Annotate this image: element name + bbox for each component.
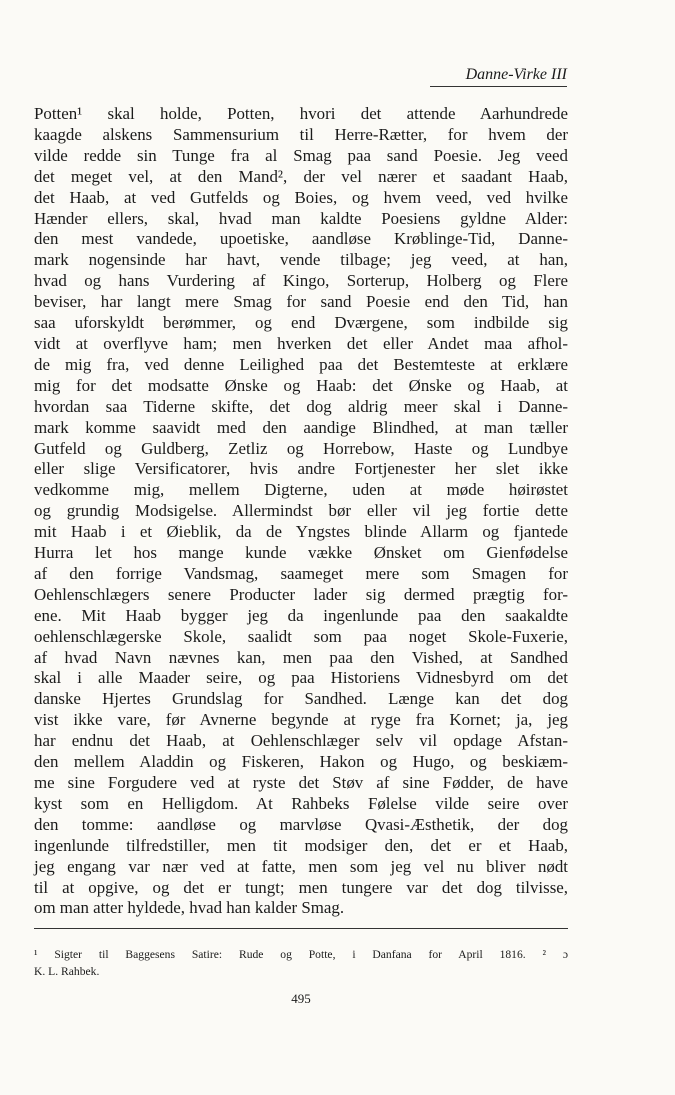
text-line: af den forrige Vandsmag, saameget mere som Smagen for — [34, 563, 568, 583]
footnote-line: ¹ Sigter til Baggesens Satire: Rude og Potte, i Danfana for April 1816. ² ɔ — [34, 948, 568, 961]
text-line: mark nogensinde har havt, vende tilbage; jeg veed, at han, — [34, 250, 568, 270]
text-line: ingenlunde tilfredstiller, men tit modsiger den, det er et Haab, — [34, 835, 568, 855]
text-line: mark komme saavidt med den aandige Blindhed, at man tæller — [34, 417, 568, 437]
footnotes — [34, 946, 568, 980]
text-line: vedkomme mig, mellem Digterne, uden at møde høirøstet — [34, 480, 568, 500]
running-head: Danne-Virke III — [430, 66, 567, 87]
page-number: 495 — [291, 991, 311, 1006]
body-text — [34, 104, 568, 919]
text-line: me sine Forgudere ved at ryste det Støv af sine Fødder, de have — [34, 773, 568, 792]
text-line: om man atter hyldede, hvad han kalder Smag. — [34, 898, 345, 918]
text-line: saa uforskyldt berømmer, og end Dværgene, som indbilde sig — [34, 313, 568, 333]
text-line: af hvad Navn nævnes kan, men paa den Vished, at Sandhed — [34, 647, 568, 667]
text-line: hvad og hans Vurdering af Kingo, Sorterup, Holberg og Flere — [34, 271, 568, 291]
text-line: har endnu det Haab, at Oehlenschlæger selv vil opdage Afstan- — [34, 731, 568, 751]
text-line: vidt at overflyve ham; men hverken det eller Andet maa afhol- — [34, 333, 568, 353]
text-line: Hænder ellers, skal, hvad man kaldte Poesiens gyldne Alder: — [34, 208, 568, 228]
text-line: Hurra let hos mange kunde vække Ønsket om Gienfødelse — [34, 543, 568, 563]
text-line: skal i alle Maader seire, og paa Historiens Vidnesbyrd om det — [34, 668, 568, 688]
text-line: oehlenschlægerske Skole, saalidt som paa noget Skole-Fuxerie, — [34, 626, 568, 646]
text-line: ene. Mit Haab bygger jeg da ingenlunde paa den saakaldte — [34, 605, 568, 625]
text-line: mig for det modsatte Ønske og Haab: det Ønske og Haab, at — [34, 375, 568, 395]
text-line: det Haab, at ved Gutfelds og Boies, og hvem veed, ved hvilke — [34, 187, 568, 207]
text-line: jeg engang var nær ved at fatte, men som jeg vel nu bliver nødt — [34, 856, 568, 876]
text-line: den tomme: aandløse og marvløse Qvasi-Æsthetik, der dog — [34, 814, 568, 834]
text-line: til at opgive, og det er tungt; men tungere var det dog tilvisse, — [34, 877, 568, 897]
text-line: vist ikke vare, før Avnerne begynde at ryge fra Kornet; ja, jeg — [34, 710, 568, 730]
text-line: den mest vandede, upoetiske, aandløse Krøblinge-Tid, Danne- — [34, 229, 568, 249]
text-line: Gutfeld og Guldberg, Zetliz og Horrebow, Haste og Lundbye — [34, 438, 568, 458]
text-line: vilde redde sin Tunge fra al Smag paa sand Poesie. Jeg veed — [34, 145, 568, 165]
text-line: Oehlenschlægers senere Producter lader sig dermed prægtig for- — [34, 584, 568, 604]
footnote-line: K. L. Rahbek. — [34, 965, 100, 978]
text-line: og grundig Modsigelse. Allermindst bør eller vil jeg fortie dette — [34, 501, 568, 521]
text-line: kyst som en Helligdom. At Rahbeks Følelse vilde seire over — [34, 793, 568, 813]
text-line: eller slige Versificatorer, hvis andre Fortjenester her slet ikke — [34, 459, 568, 479]
text-line: den mellem Aladdin og Fiskeren, Hakon og Hugo, og beskiæm- — [34, 752, 568, 772]
text-line: hvordan saa Tiderne skifte, det dog aldrig meer skal i Danne- — [34, 396, 568, 416]
text-line: de mig fra, ved denne Leilighed paa det Bestemteste at erklære — [34, 354, 568, 374]
text-line: danske Hjertes Grundslag for Sandhed. Længe kan det dog — [34, 689, 568, 709]
text-line: kaagde alskens Sammensurium til Herre-Rætter, for hvem der — [34, 124, 568, 144]
text-line: mit Haab i et Øieblik, da de Yngstes blinde Allarm og fjantede — [34, 522, 568, 542]
footnote-rule — [34, 928, 568, 929]
text-line: Potten¹ skal holde, Potten, hvori det attende Aarhundrede — [34, 104, 568, 123]
text-line: beviser, har langt mere Smag for sand Poesie end den Tid, han — [34, 292, 568, 312]
text-line: det meget vel, at den Mand², der vel nærer et saadant Haab, — [34, 166, 568, 186]
